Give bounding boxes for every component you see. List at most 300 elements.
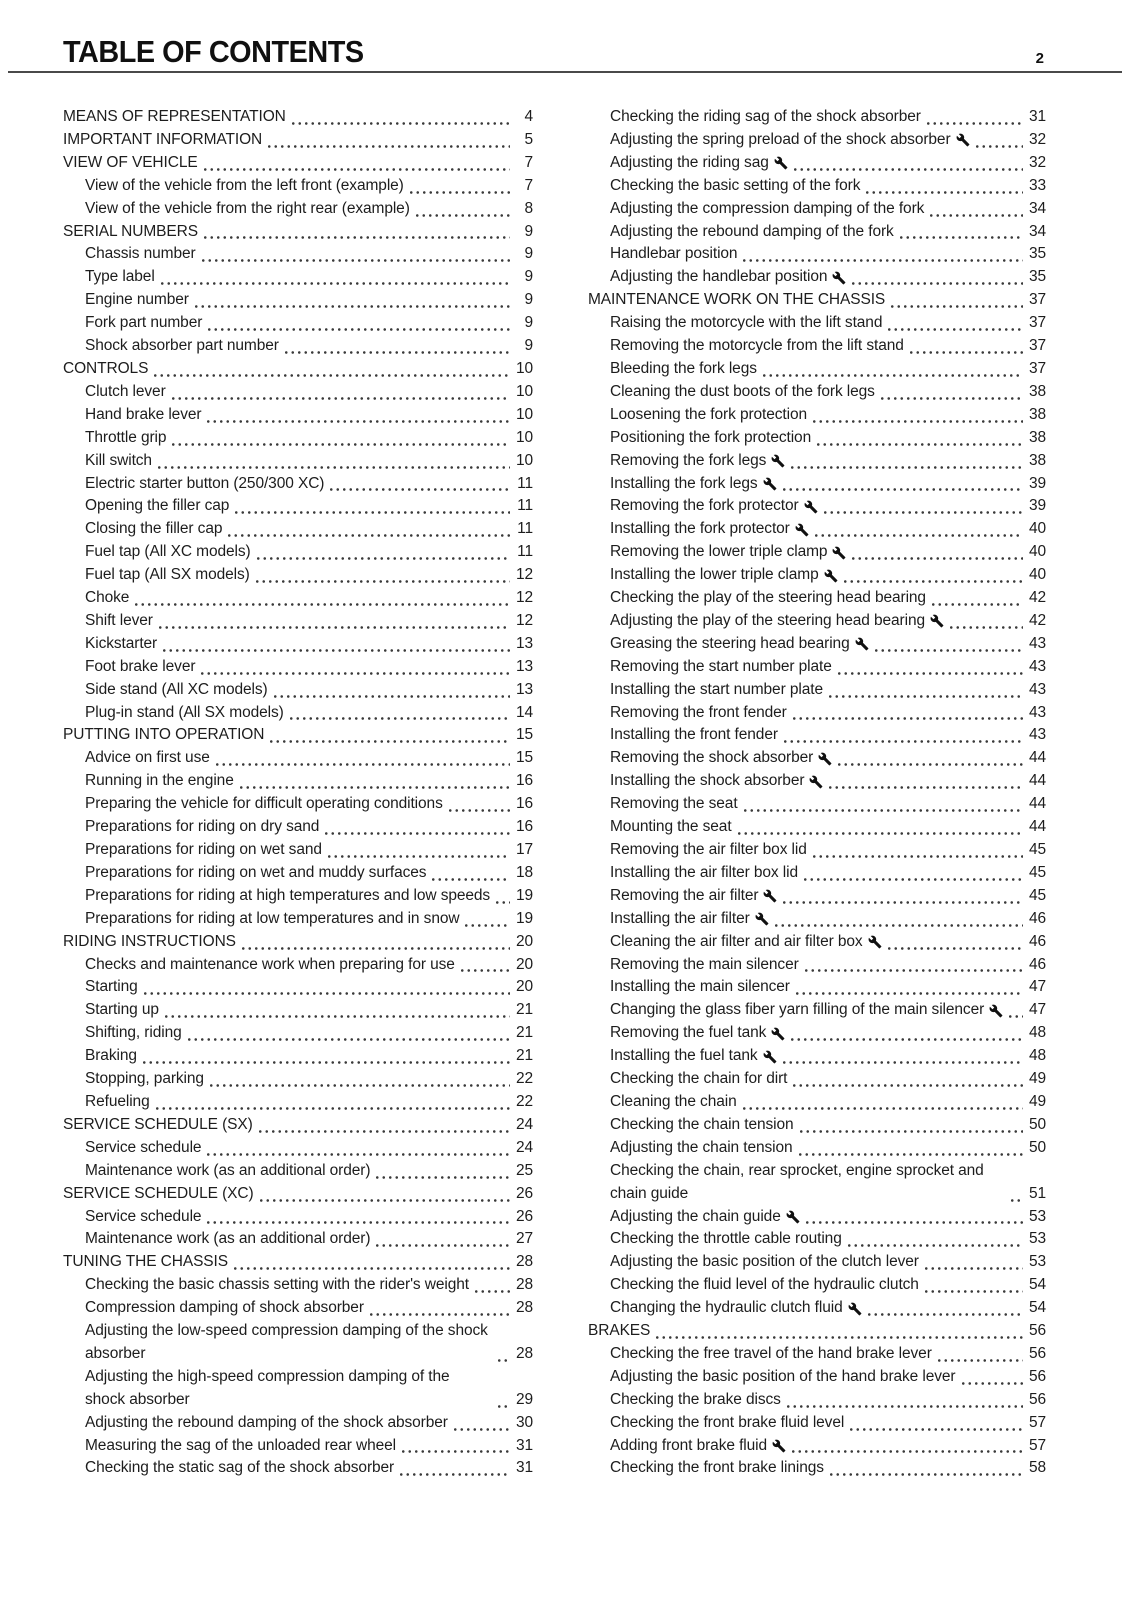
toc-entry-label: PUTTING INTO OPERATION	[63, 726, 265, 744]
toc-entry-label: Type label	[85, 268, 155, 286]
toc-entry-page: 28	[515, 1344, 533, 1362]
toc-entry-page: 44	[1028, 795, 1046, 813]
toc-entry-label: Installing the fuel tank	[610, 1047, 758, 1065]
toc-entry-label: Greasing the steering head bearing	[610, 634, 850, 652]
toc-entry-page: 28	[515, 1299, 533, 1317]
dot-leader	[163, 1015, 510, 1018]
toc-entry-label: SERIAL NUMBERS	[63, 222, 198, 240]
dot-leader	[283, 351, 510, 354]
dot-leader	[908, 351, 1023, 354]
dot-leader	[186, 1038, 510, 1041]
dot-leader	[898, 236, 1023, 239]
dot-leader	[785, 1405, 1023, 1408]
wrench-icon	[809, 775, 823, 789]
toc-sub-entry	[588, 495, 1046, 518]
toc-entry-label: Preparing the vehicle for difficult operating conditions	[85, 795, 443, 813]
toc-entry-page: 44	[1028, 772, 1046, 790]
toc-sub-entry	[63, 839, 533, 862]
toc-sub-entry	[63, 793, 533, 816]
toc-entry-page: 22	[515, 1092, 533, 1110]
toc-sub-entry	[588, 221, 1046, 244]
dot-leader	[781, 488, 1023, 491]
toc-entry-label: Removing the motorcycle from the lift stand	[610, 337, 904, 355]
toc-entry-label: Adding front brake fluid	[610, 1436, 768, 1454]
toc-sub-entry	[588, 885, 1046, 908]
toc-entry-page: 17	[515, 841, 533, 858]
toc-entry-label: Changing the glass fiber yarn filling of the main silencer	[610, 1001, 985, 1019]
toc-sub-entry	[588, 587, 1046, 610]
toc-entry-page: 56	[1028, 1390, 1046, 1408]
toc-entry-page: 37	[1028, 291, 1046, 309]
toc-entry-page: 49	[1028, 1092, 1046, 1110]
toc-section-entry	[588, 1320, 1046, 1343]
dot-leader	[205, 420, 510, 423]
toc-entry-label: Adjusting the low-speed compression damping of the shock absorber	[85, 1322, 488, 1362]
toc-entry-label: Checking the front brake linings	[610, 1459, 824, 1477]
dot-leader	[736, 832, 1023, 835]
toc-entry-page: 42	[1028, 611, 1046, 629]
toc-entry-page: 34	[1028, 222, 1046, 240]
dot-leader	[205, 1153, 510, 1156]
toc-entry-label: Throttle grip	[85, 428, 167, 446]
toc-entry-page: 57	[1028, 1436, 1046, 1454]
toc-entry-page: 40	[1028, 566, 1046, 584]
toc-entry-page: 43	[1028, 657, 1046, 675]
toc-entry-page: 21	[515, 1024, 533, 1042]
toc-sub-entry	[63, 427, 533, 450]
toc-entry-label: Shift lever	[85, 611, 153, 629]
toc-entry-page: 45	[1028, 841, 1046, 858]
toc-entry-label: Checking the brake discs	[610, 1390, 781, 1408]
toc-entry-page: 48	[1028, 1024, 1046, 1042]
toc-entry-page: 43	[1028, 703, 1046, 721]
toc-entry-label: MEANS OF REPRESENTATION	[63, 108, 286, 125]
toc-entry-page: 11	[517, 543, 533, 561]
toc-entry-label: Installing the front fender	[610, 726, 778, 744]
toc-sub-entry	[63, 679, 533, 702]
toc-entry-page: 38	[1028, 428, 1046, 446]
toc-sub-entry	[63, 1366, 533, 1412]
wrench-icon	[824, 569, 838, 583]
toc-sub-entry	[63, 289, 533, 312]
toc-entry-label: Choke	[85, 589, 130, 607]
toc-entry-label: Adjusting the spring preload of the shock absorber	[610, 130, 951, 148]
dot-leader	[238, 786, 510, 789]
toc-section-entry	[63, 1114, 533, 1137]
toc-entry-page: 40	[1028, 543, 1046, 561]
toc-entry-page: 37	[1028, 359, 1046, 377]
toc-sub-entry	[63, 1435, 533, 1458]
toc-entry-page: 29	[515, 1390, 533, 1408]
toc-entry-page: 9	[524, 245, 533, 263]
dot-leader	[154, 1107, 510, 1110]
toc-entry-page: 58	[1028, 1459, 1046, 1477]
toc-entry-label: Shifting, riding	[85, 1024, 182, 1042]
wrench-icon	[989, 1004, 1003, 1018]
dot-leader	[848, 1428, 1023, 1431]
toc-sub-entry	[63, 175, 533, 198]
dot-leader	[960, 1382, 1024, 1385]
toc-entry-page: 9	[524, 337, 533, 355]
toc-sub-entry	[588, 427, 1046, 450]
toc-entry-page: 9	[524, 268, 533, 286]
dot-leader	[802, 878, 1023, 881]
toc-entry-label: Cleaning the dust boots of the fork legs	[610, 382, 875, 400]
dot-leader	[326, 855, 510, 858]
toc-sub-entry	[588, 1114, 1046, 1137]
toc-sub-entry	[588, 312, 1046, 335]
toc-sub-entry	[588, 473, 1046, 496]
toc-sub-entry	[588, 381, 1046, 404]
toc-entry-label: Plug-in stand (All SX models)	[85, 703, 284, 721]
dot-leader	[850, 557, 1023, 560]
dot-leader	[214, 763, 510, 766]
toc-entry-label: Advice on first use	[85, 749, 210, 767]
toc-entry-label: Installing the fork protector	[610, 520, 790, 538]
dot-leader	[463, 924, 510, 927]
toc-sub-entry	[63, 495, 533, 518]
toc-entry-page: 46	[1028, 955, 1046, 973]
toc-sub-entry	[588, 931, 1046, 954]
toc-sub-entry	[63, 885, 533, 908]
dot-leader	[811, 420, 1023, 423]
toc-entry-label: VIEW OF VEHICLE	[63, 153, 198, 171]
toc-entry-label: Installing the fork legs	[610, 474, 758, 492]
toc-sub-entry	[588, 679, 1046, 702]
toc-sub-entry	[63, 381, 533, 404]
dot-leader	[791, 1084, 1023, 1087]
toc-entry-label: Checking the chain for dirt	[610, 1070, 788, 1088]
toc-entry-page: 53	[1028, 1230, 1046, 1248]
toc-sub-entry	[588, 1137, 1046, 1160]
toc-section-entry	[63, 152, 533, 175]
toc-entry-label: Adjusting the play of the steering head bearing	[610, 611, 925, 629]
toc-sub-entry	[588, 518, 1046, 541]
toc-entry-label: Removing the front fender	[610, 703, 787, 721]
toc-sub-entry	[588, 335, 1046, 358]
toc-sub-entry	[63, 518, 533, 541]
toc-entry-page: 19	[515, 909, 533, 927]
dot-leader	[473, 1290, 510, 1293]
dot-leader	[233, 511, 510, 514]
dot-leader	[879, 397, 1023, 400]
wrench-icon	[771, 1027, 785, 1041]
toc-sub-entry	[63, 450, 533, 473]
toc-sub-entry	[588, 1457, 1046, 1480]
toc-entry-label: MAINTENANCE WORK ON THE CHASSIS	[588, 291, 886, 309]
toc-column-1	[63, 106, 533, 1480]
toc-sub-entry	[63, 1022, 533, 1045]
toc-sub-entry	[63, 541, 533, 564]
dot-leader	[781, 1061, 1023, 1064]
toc-entry-label: Shock absorber part number	[85, 337, 279, 355]
toc-sub-entry	[588, 106, 1046, 129]
wrench-icon	[795, 523, 809, 537]
toc-entry-label: Service schedule	[85, 1138, 202, 1156]
toc-entry-page: 47	[1028, 1001, 1046, 1019]
wrench-icon	[755, 912, 769, 926]
toc-entry-label: IMPORTANT INFORMATION	[63, 130, 263, 148]
dot-leader	[1007, 1015, 1023, 1018]
dot-leader	[157, 626, 510, 629]
toc-entry-label: Removing the fuel tank	[610, 1024, 767, 1042]
toc-sub-entry	[63, 198, 533, 221]
toc-sub-entry	[63, 770, 533, 793]
dot-leader	[1009, 1199, 1023, 1202]
toc-entry-label: Preparations for riding at high temperatures and low speeds	[85, 886, 491, 904]
toc-sub-entry	[588, 1389, 1046, 1412]
dot-leader	[850, 282, 1023, 285]
page-number: 2	[1035, 50, 1044, 67]
toc-entry-page: 8	[524, 199, 533, 217]
toc-entry-label: Foot brake lever	[85, 657, 196, 675]
wrench-icon	[832, 546, 846, 560]
dot-leader	[414, 214, 510, 217]
toc-sub-entry	[588, 702, 1046, 725]
toc-entry-label: Installing the lower triple clamp	[610, 566, 819, 584]
toc-entry-page: 32	[1028, 130, 1046, 148]
toc-entry-page: 16	[515, 772, 533, 790]
toc-entry-label: Refueling	[85, 1092, 150, 1110]
toc-sub-entry	[588, 1068, 1046, 1091]
toc-entry-label: Adjusting the compression damping of the fork	[610, 199, 925, 217]
toc-entry-label: Hand brake lever	[85, 405, 202, 423]
toc-entry-page: 57	[1028, 1413, 1046, 1431]
toc-sub-entry	[63, 1297, 533, 1320]
dot-leader	[742, 809, 1023, 812]
wrench-icon	[771, 454, 785, 468]
toc-entry-label: Installing the air filter	[610, 909, 750, 927]
toc-entry-page: 14	[515, 703, 533, 721]
toc-entry-page: 18	[515, 863, 533, 881]
toc-entry-label: Adjusting the handlebar position	[610, 268, 828, 286]
toc-sub-entry	[588, 816, 1046, 839]
toc-entry-page: 27	[515, 1230, 533, 1248]
dot-leader	[226, 534, 510, 537]
toc-sub-entry	[588, 954, 1046, 977]
toc-sub-entry	[63, 404, 533, 427]
dot-leader	[794, 992, 1023, 995]
toc-sub-entry	[588, 839, 1046, 862]
toc-entry-page: 38	[1028, 405, 1046, 423]
dot-leader	[792, 168, 1023, 171]
wrench-icon	[763, 477, 777, 491]
toc-entry-label: Loosening the fork protection	[610, 405, 808, 423]
toc-entry-label: Raising the motorcycle with the lift stand	[610, 314, 883, 332]
toc-entry-page: 43	[1028, 680, 1046, 698]
toc-entry-page: 45	[1028, 863, 1046, 881]
toc-entry-label: Cleaning the air filter and air filter box	[610, 932, 863, 950]
wrench-icon	[772, 1439, 786, 1453]
wrench-icon	[832, 271, 846, 285]
dot-leader	[496, 1359, 510, 1362]
dot-leader	[159, 282, 510, 285]
toc-entry-label: Removing the fork protector	[610, 497, 799, 515]
toc-entry-page: 28	[515, 1253, 533, 1271]
toc-sub-entry	[588, 1091, 1046, 1114]
toc-entry-label: Removing the air filter	[610, 886, 759, 904]
dot-leader	[803, 969, 1023, 972]
toc-entry-page: 13	[515, 634, 533, 652]
toc-entry-label: Braking	[85, 1047, 137, 1065]
wrench-icon	[763, 889, 777, 903]
toc-entry-label: Side stand (All XC models)	[85, 680, 268, 698]
dot-leader	[815, 443, 1023, 446]
toc-sub-entry	[588, 1274, 1046, 1297]
toc-entry-label: Stopping, parking	[85, 1070, 204, 1088]
toc-entry-page: 45	[1028, 886, 1046, 904]
dot-leader	[827, 695, 1023, 698]
toc-sub-entry	[63, 1206, 533, 1229]
toc-entry-label: Opening the filler cap	[85, 497, 230, 515]
toc-entry-page: 33	[1028, 176, 1046, 194]
toc-entry-page: 19	[515, 886, 533, 904]
dot-leader	[798, 1130, 1023, 1133]
toc-entry-label: Engine number	[85, 291, 189, 309]
toc-section-entry	[63, 931, 533, 954]
toc-entry-page: 13	[515, 657, 533, 675]
toc-entry-label: Adjusting the chain tension	[610, 1138, 793, 1156]
toc-sub-entry	[588, 747, 1046, 770]
toc-entry-label: Compression damping of shock absorber	[85, 1299, 364, 1317]
toc-sub-entry	[588, 1206, 1046, 1229]
toc-entry-label: Removing the seat	[610, 795, 738, 813]
dot-leader	[494, 901, 510, 904]
toc-entry-page: 38	[1028, 382, 1046, 400]
toc-sub-entry	[588, 908, 1046, 931]
toc-entry-label: Service schedule	[85, 1207, 202, 1225]
toc-sub-entry	[63, 999, 533, 1022]
dot-leader	[791, 717, 1023, 720]
toc-entry-label: Fork part number	[85, 314, 203, 332]
toc-entry-page: 50	[1028, 1138, 1046, 1156]
toc-entry-page: 24	[515, 1115, 533, 1133]
toc-entry-label: Mounting the seat	[610, 818, 732, 836]
toc-entry-page: 12	[515, 566, 533, 584]
toc-entry-page: 5	[524, 130, 533, 148]
toc-entry-page: 54	[1028, 1299, 1046, 1317]
toc-entry-page: 32	[1028, 153, 1046, 171]
toc-entry-page: 53	[1028, 1253, 1046, 1271]
toc-entry-label: Installing the shock absorber	[610, 772, 805, 790]
dot-leader	[156, 466, 510, 469]
dot-leader	[400, 1450, 510, 1453]
toc-sub-entry	[63, 633, 533, 656]
toc-entry-page: 56	[1028, 1367, 1046, 1385]
toc-entry-label: Changing the hydraulic clutch fluid	[610, 1299, 843, 1317]
toc-entry-page: 20	[515, 978, 533, 996]
toc-entry-page: 44	[1028, 818, 1046, 836]
dot-leader	[928, 214, 1023, 217]
dot-leader	[886, 947, 1023, 950]
toc-sub-entry	[588, 541, 1046, 564]
toc-entry-page: 56	[1028, 1344, 1046, 1362]
dot-leader	[789, 466, 1023, 469]
toc-sub-entry	[63, 747, 533, 770]
dot-leader	[205, 1221, 510, 1224]
toc-entry-page: 40	[1028, 520, 1046, 538]
toc-entry-page: 42	[1028, 589, 1046, 607]
dot-leader	[328, 488, 510, 491]
toc-entry-label: Checking the riding sag of the shock absorber	[610, 108, 921, 125]
toc	[63, 106, 1046, 1480]
dot-leader	[452, 1428, 510, 1431]
dot-leader	[654, 1336, 1023, 1339]
toc-entry-label: Removing the start number plate	[610, 657, 832, 675]
dot-leader	[161, 649, 510, 652]
toc-entry-page: 44	[1028, 749, 1046, 767]
dot-leader	[846, 1244, 1023, 1247]
toc-entry-page: 26	[515, 1207, 533, 1225]
toc-entry-label: Checking the chain tension	[610, 1115, 794, 1133]
toc-entry-label: Removing the fork legs	[610, 451, 767, 469]
toc-sub-entry	[588, 175, 1046, 198]
toc-entry-page: 51	[1028, 1184, 1046, 1202]
toc-sub-entry	[63, 564, 533, 587]
page-title: TABLE OF CONTENTS	[63, 34, 364, 69]
toc-entry-page: 46	[1028, 932, 1046, 950]
wrench-icon	[956, 133, 970, 147]
dot-leader	[323, 832, 510, 835]
toc-entry-label: Checking the free travel of the hand brake lever	[610, 1344, 932, 1362]
toc-entry-page: 13	[515, 680, 533, 698]
dot-leader	[272, 695, 510, 698]
toc-sub-entry	[63, 312, 533, 335]
toc-sub-entry	[588, 633, 1046, 656]
toc-sub-entry	[63, 1091, 533, 1114]
toc-entry-label: Kickstarter	[85, 634, 158, 652]
dot-leader	[836, 672, 1023, 675]
toc-sub-entry	[588, 198, 1046, 221]
dot-leader	[199, 672, 510, 675]
toc-sub-entry	[588, 1045, 1046, 1068]
wrench-icon	[763, 1050, 777, 1064]
toc-entry-label: Checks and maintenance work when preparing for use	[85, 955, 455, 973]
toc-entry-page: 4	[524, 108, 533, 125]
dot-leader	[836, 763, 1023, 766]
toc-entry-label: RIDING INSTRUCTIONS	[63, 932, 236, 950]
toc-section-entry	[63, 129, 533, 152]
toc-sub-entry	[588, 999, 1046, 1022]
toc-sub-entry	[588, 770, 1046, 793]
toc-entry-page: 12	[515, 611, 533, 629]
toc-entry-page: 38	[1028, 451, 1046, 469]
toc-sub-entry	[63, 656, 533, 679]
dot-leader	[266, 145, 510, 148]
toc-sub-entry	[588, 404, 1046, 427]
toc-entry-page: 48	[1028, 1047, 1046, 1065]
toc-entry-label: Adjusting the rebound damping of the shock absorber	[85, 1413, 448, 1431]
toc-entry-label: CONTROLS	[63, 359, 149, 377]
toc-entry-page: 47	[1028, 978, 1046, 996]
toc-entry-label: Adjusting the rebound damping of the fork	[610, 222, 894, 240]
toc-entry-label: Checking the chain, rear sprocket, engine sprocket and chain guide	[610, 1161, 984, 1202]
toc-entry-label: BRAKES	[588, 1322, 651, 1340]
toc-sub-entry	[63, 862, 533, 885]
toc-sub-entry	[588, 724, 1046, 747]
toc-sub-entry	[63, 908, 533, 931]
toc-entry-label: Closing the filler cap	[85, 520, 223, 538]
dot-leader	[290, 122, 510, 125]
toc-entry-page: 10	[515, 428, 533, 446]
toc-sub-entry	[588, 862, 1046, 885]
toc-sub-entry	[588, 1022, 1046, 1045]
toc-sub-entry	[63, 266, 533, 289]
toc-entry-page: 11	[517, 497, 533, 515]
toc-entry-page: 46	[1028, 909, 1046, 927]
dot-leader	[866, 1313, 1023, 1316]
toc-entry-label: Positioning the fork protection	[610, 428, 812, 446]
